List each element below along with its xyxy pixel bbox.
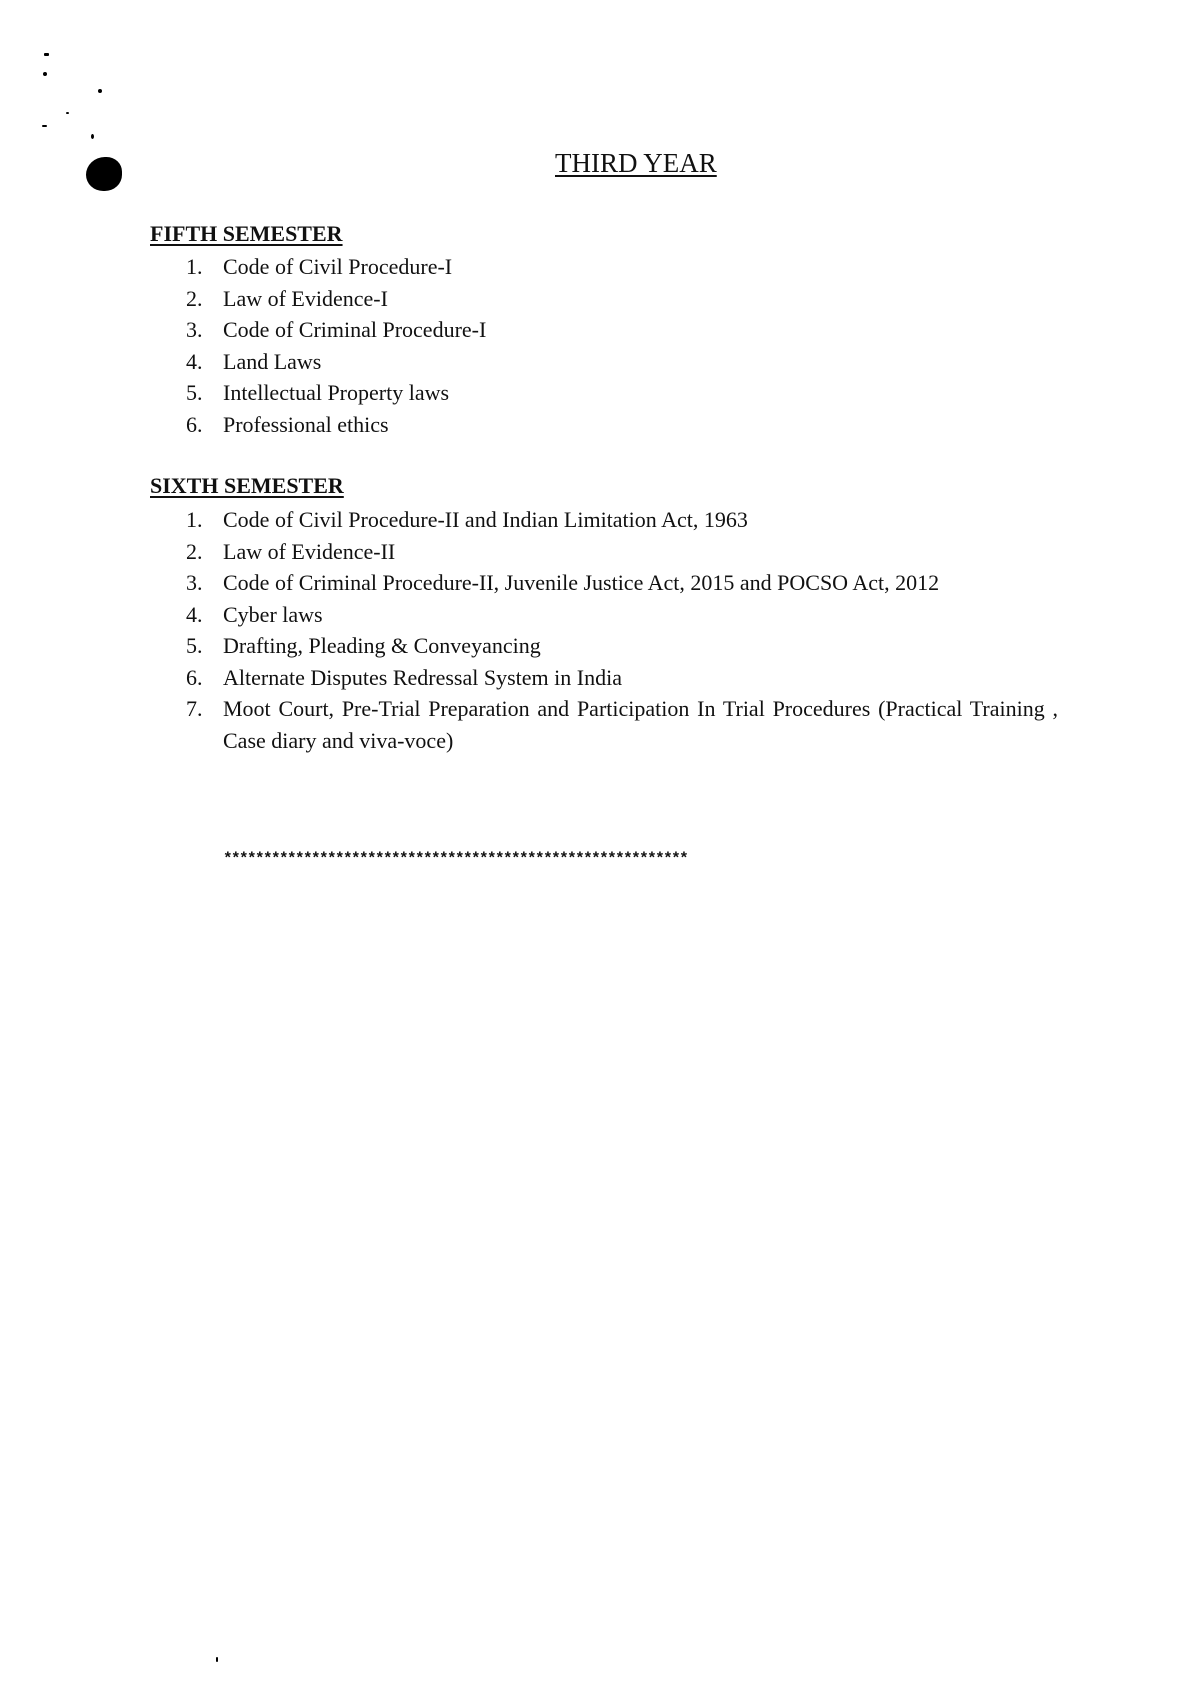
- course-title: Code of Criminal Procedure-II, Juvenile Justice Act, 2015 and POCSO Act, 2012: [223, 570, 940, 595]
- list-item: [186, 693, 1058, 756]
- list-item: [186, 599, 1058, 631]
- sixth-semester-heading: SIXTH SEMESTER: [150, 473, 344, 498]
- fifth-semester-list: [186, 251, 1036, 440]
- course-title: Intellectual Property laws: [223, 380, 450, 405]
- scan-speck: [91, 134, 94, 139]
- scan-speck: [44, 53, 49, 56]
- item-number: 6.: [186, 664, 203, 690]
- list-item: [186, 346, 1036, 378]
- course-title: Cyber laws: [223, 601, 323, 627]
- list-item: [186, 314, 1036, 346]
- course-title: Law of Evidence-I: [223, 285, 388, 311]
- item-number: 6.: [186, 411, 203, 437]
- course-title: Alternate Disputes Redressal System in India: [223, 664, 622, 690]
- scan-speck: [43, 72, 47, 76]
- course-title: Code of Civil Procedure-II and Indian Limitation Act, 1963: [223, 507, 748, 532]
- course-title: Professional ethics: [223, 411, 389, 437]
- list-item: [186, 567, 1058, 599]
- scan-speck: [86, 157, 122, 191]
- item-number: 5.: [186, 633, 203, 658]
- page-title: THIRD YEAR: [555, 148, 717, 178]
- list-item: [186, 283, 1036, 315]
- course-title: Land Laws: [223, 348, 322, 374]
- list-item: [186, 377, 1036, 409]
- list-item: [186, 536, 1058, 568]
- course-title: Law of Evidence-II: [223, 538, 396, 564]
- course-title: Code of Civil Procedure-I: [223, 254, 453, 279]
- item-number: 2.: [186, 285, 203, 311]
- item-number: 3.: [186, 317, 203, 342]
- item-number: 3.: [186, 570, 203, 595]
- asterisk-separator: **********************************************************: [223, 850, 688, 868]
- item-number: 1.: [186, 507, 203, 532]
- item-number: 5.: [186, 380, 203, 405]
- list-item: [186, 662, 1058, 694]
- scan-speck: [216, 1657, 218, 1662]
- list-item: [186, 251, 1036, 283]
- scan-speck: [66, 112, 69, 114]
- item-number: 4.: [186, 348, 203, 374]
- course-title: Drafting, Pleading & Conveyancing: [223, 633, 541, 658]
- list-item: [186, 504, 1058, 536]
- scan-speck: [42, 125, 47, 127]
- scan-speck: [98, 89, 102, 93]
- item-number: 2.: [186, 538, 203, 564]
- course-title: Code of Criminal Procedure-I: [223, 317, 487, 342]
- list-item: [186, 630, 1058, 662]
- item-number: 7.: [186, 696, 203, 721]
- fifth-semester-heading: FIFTH SEMESTER: [150, 221, 343, 246]
- item-number: 4.: [186, 601, 203, 627]
- item-number: 1.: [186, 254, 203, 279]
- sixth-semester-list: [186, 504, 1058, 756]
- list-item: [186, 409, 1036, 441]
- course-title: Moot Court, Pre-Trial Preparation and Participation In Trial Procedures (Practical Training , Case diary and viva-voce): [223, 696, 1058, 753]
